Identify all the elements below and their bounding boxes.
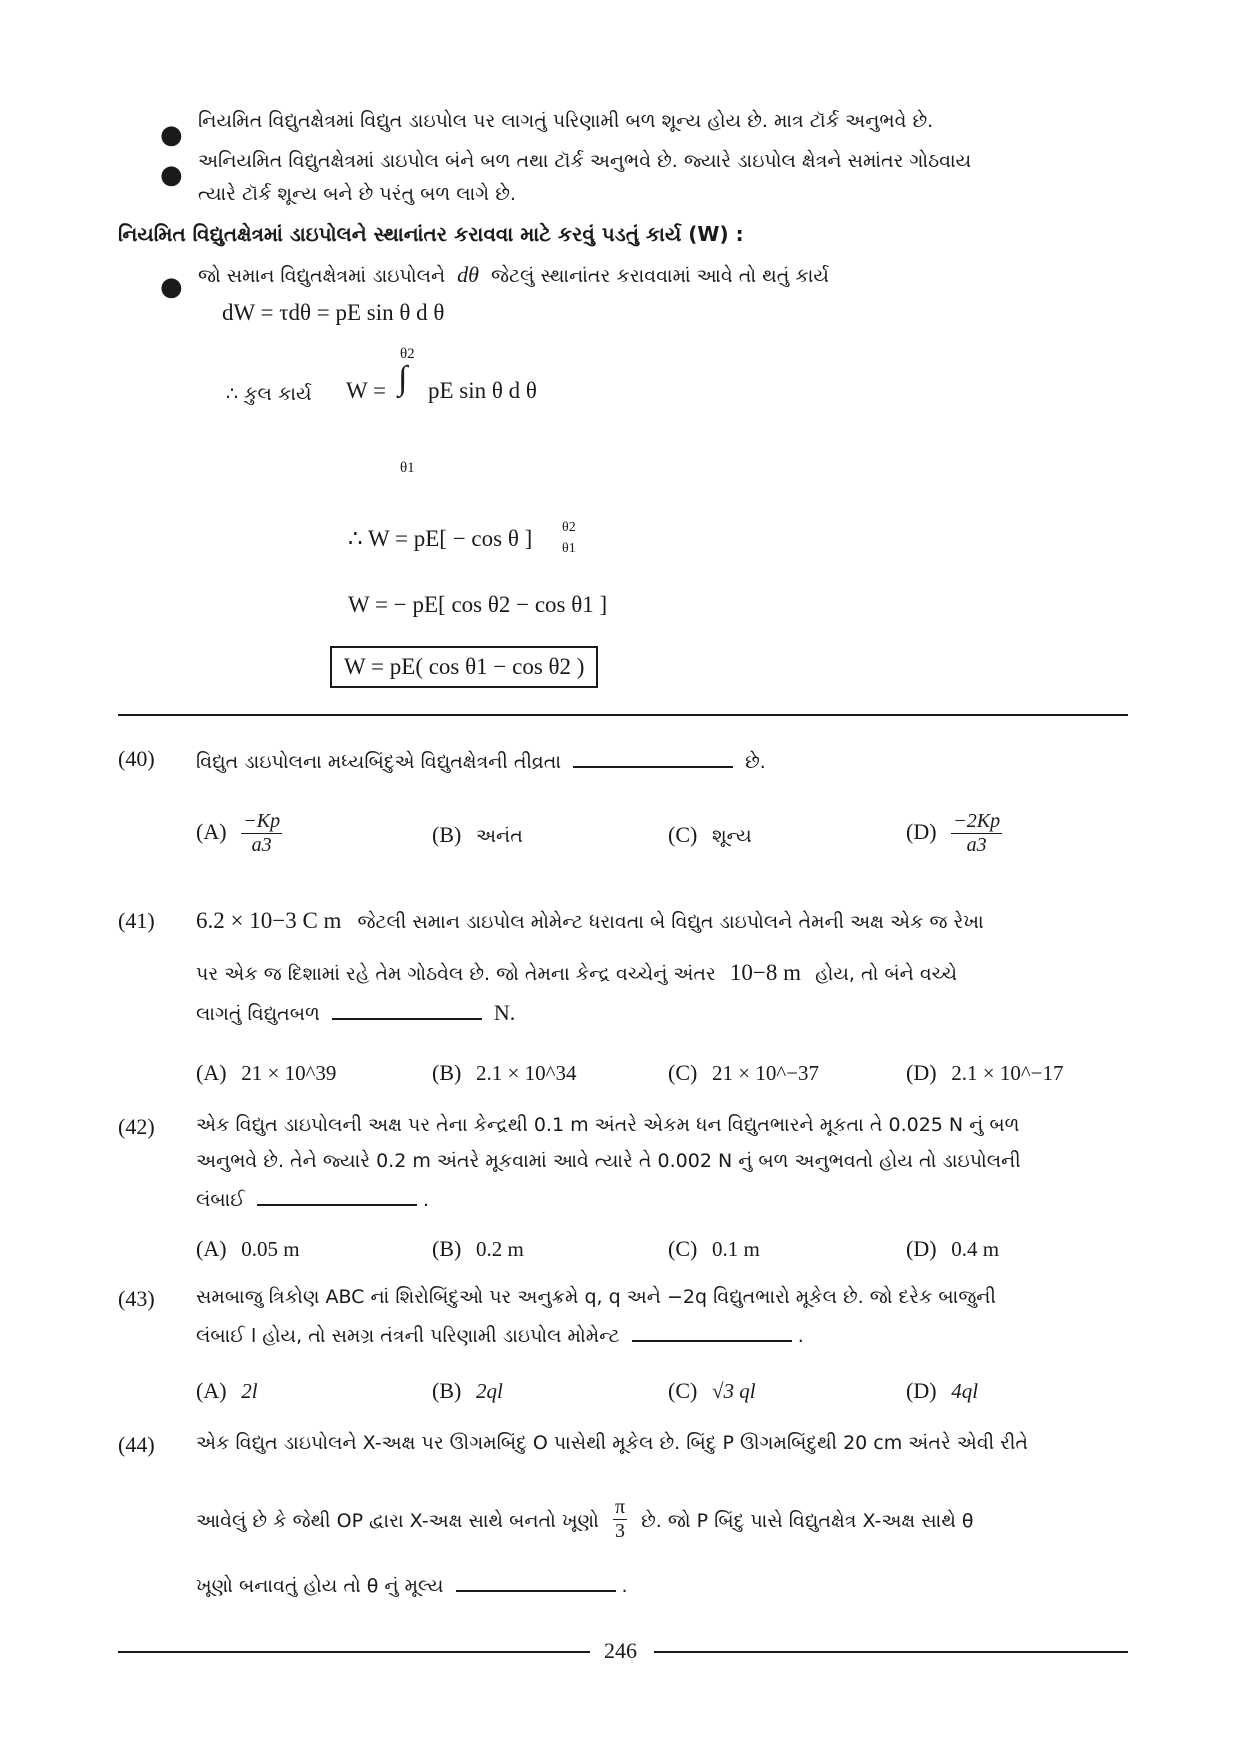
- fraction-numerator: −Kp: [243, 810, 281, 832]
- integral-upper-limit: θ2: [400, 346, 415, 362]
- option-label: (A): [196, 1060, 227, 1085]
- intro-bullet-2-line-2: ત્યારે ટૉર્ક શૂન્ય બને છે પરંતુ બળ લાગે છે.: [198, 183, 516, 205]
- section-heading: નિયમિત વિદ્યુતક્ષેત્રમાં ડાઇપોલને સ્થાનાંતર કરાવવા માટે કરવું પડતું કાર્ય (W) :: [118, 222, 744, 246]
- option-label: (B): [432, 1236, 462, 1261]
- question-number: (41): [118, 908, 155, 933]
- question-42-line-2: અનુભવે છે. તેને જ્યારે 0.2 m અંતરે મૂકવામાં આવે ત્યારે તે 0.002 N નું બળ અનુભવતો હોય તો ડાઇપોલની: [196, 1150, 1021, 1172]
- integral-sign: ∫: [398, 360, 408, 397]
- option-text: 21 × 10^−37: [712, 1061, 820, 1085]
- option-c: [668, 1236, 760, 1262]
- option-b: [432, 1060, 576, 1086]
- fraction: [951, 810, 1002, 857]
- option-label: (A): [196, 1236, 227, 1261]
- option-d: [906, 1378, 978, 1404]
- question-text: વિદ્યુત ડાઇપોલના મધ્યબિંદુએ વિદ્યુતક્ષેત્રની તીવ્રતા: [196, 751, 562, 773]
- question-number: (43): [118, 1286, 155, 1311]
- option-text: શૂન્ય: [712, 825, 752, 847]
- option-a: [196, 1236, 300, 1262]
- fraction-numerator: π: [614, 1496, 626, 1518]
- option-d: [906, 1236, 999, 1262]
- option-label: (C): [668, 1060, 698, 1085]
- option-text: 0.2 m: [476, 1237, 524, 1261]
- option-label: (B): [432, 1378, 462, 1403]
- question-text: લંબાઈ: [196, 1189, 245, 1211]
- footer-rule-right: [654, 1651, 1128, 1653]
- option-label: (A): [196, 819, 227, 844]
- total-work-label: ∴ કુલ કાર્ય: [226, 383, 312, 405]
- fraction-denominator: a3: [251, 834, 272, 856]
- answer-blank: [332, 1000, 482, 1020]
- option-label: (A): [196, 1378, 227, 1403]
- page-number: 246: [604, 1638, 637, 1663]
- equation-w-negative: W = − pE[ cos θ2 − cos θ1 ]: [348, 592, 608, 617]
- question-41-line-1: [196, 908, 984, 934]
- question-44-line-2: [196, 1498, 974, 1545]
- question-text: લાગતું વિદ્યુતબળ: [196, 1003, 320, 1025]
- question-42-line-1: એક વિદ્યુત ડાઇપોલની અક્ષ પર તેના કેન્દ્રથી 0.1 m અંતરે એકમ ધન વિદ્યુતભારને મૂકતા તે 0.025 N નું બળ: [196, 1114, 1020, 1136]
- bracket-upper-limit: θ2: [562, 520, 576, 535]
- option-d: [906, 810, 1002, 857]
- option-label: (D): [906, 1378, 937, 1403]
- question-text: હોય, તો બંને વચ્ચે: [815, 963, 958, 985]
- option-text: 2l: [241, 1379, 258, 1403]
- question-40-text: [196, 748, 766, 773]
- bracket-lower-limit: θ1: [562, 541, 576, 556]
- question-44-line-3: [196, 1572, 628, 1597]
- question-text: પર એક જ દિશામાં રહે તેમ ગોઠવેલ છે. જો તેમના કેન્દ્ર વચ્ચેનું અંતર: [196, 963, 716, 985]
- question-text: .: [797, 1325, 804, 1347]
- option-c: [668, 1060, 819, 1086]
- option-a: [196, 1378, 258, 1404]
- question-44-line-1: એક વિદ્યુત ડાઇપોલને X-અક્ષ પર ઊગમબિંદુ O પાસેથી મૂકેલ છે. બિંદુ P ઊગમબિંદુથી 20 cm અંતરે એવી રીતે: [196, 1432, 1029, 1454]
- option-text: 2ql: [476, 1379, 503, 1403]
- option-c: [668, 1378, 756, 1404]
- section-divider: [118, 714, 1128, 716]
- question-text: છે. જો P બિંદુ પાસે વિદ્યુતક્ષેત્ર X-અક્ષ સાથે θ: [641, 1510, 974, 1532]
- option-b: [432, 822, 523, 848]
- question-43-line-2: [196, 1322, 804, 1347]
- question-text: જેટલી સમાન ડાઇપોલ મોમેન્ટ ધરાવતા બે વિદ્યુત ડાઇપોલને તેમની અક્ષ એક જ રેખા: [357, 911, 984, 933]
- answer-blank: [456, 1572, 616, 1592]
- option-label: (D): [906, 1060, 937, 1085]
- question-43-line-1: સમબાજુ ત્રિકોણ ABC નાં શિરોબિંદુઓ પર અનુક્રમે q, q અને −2q વિદ્યુતભારો મૂકેલ છે. જો દરેક બાજુની: [196, 1286, 996, 1308]
- equation-w-final-boxed: W = pE( cos θ1 − cos θ2 ): [330, 646, 598, 688]
- option-label: (C): [668, 1378, 698, 1403]
- dipole-moment-value: 6.2 × 10−3 C m: [196, 908, 342, 933]
- fraction: [241, 810, 282, 857]
- work-bullet: [198, 262, 829, 288]
- fraction-pi-over-3: [613, 1496, 627, 1543]
- work-bullet-text-b: જેટલું સ્થાનાંતર કરાવવામાં આવે તો થતું કાર્ય: [491, 265, 829, 287]
- answer-blank: [257, 1186, 417, 1206]
- option-text: 2.1 × 10^−17: [951, 1061, 1064, 1085]
- bullet-marker: ●: [160, 120, 183, 150]
- work-bullet-text-a: જો સમાન વિદ્યુતક્ષેત્રમાં ડાઇપોલને: [198, 265, 446, 287]
- option-text: અનંત: [476, 825, 523, 847]
- equation-dw: dW = τdθ = pE sin θ d θ: [222, 300, 445, 325]
- distance-value: 10−8 m: [729, 960, 802, 985]
- question-41-line-2: [196, 960, 957, 986]
- option-text: 4ql: [951, 1379, 979, 1403]
- question-text: N.: [493, 1000, 516, 1025]
- option-text: 0.4 m: [951, 1237, 1000, 1261]
- option-label: (C): [668, 822, 698, 847]
- fraction-denominator: a3: [966, 834, 987, 856]
- integral-integrand: pE sin θ d θ: [428, 378, 537, 403]
- option-text: 21 × 10^39: [241, 1061, 337, 1085]
- question-number: (44): [118, 1432, 155, 1457]
- intro-bullet-1: નિયમિત વિદ્યુતક્ષેત્રમાં વિદ્યુત ડાઇપોલ પર લાગતું પરિણામી બળ શૂન્ય હોય છે. માત્ર ટૉર્ક અનુભવે છે.: [198, 110, 934, 132]
- bullet-marker: ●: [160, 160, 183, 190]
- answer-blank: [632, 1322, 792, 1342]
- option-label: (D): [906, 1236, 937, 1261]
- fraction-numerator: −2Kp: [953, 810, 1001, 832]
- option-text: 2.1 × 10^34: [476, 1061, 577, 1085]
- option-b: [432, 1236, 524, 1262]
- fraction-denominator: 3: [614, 1520, 625, 1542]
- option-c: [668, 822, 752, 848]
- option-text: 0.05 m: [241, 1237, 300, 1261]
- question-42-line-3: [196, 1186, 429, 1211]
- question-41-line-3: [196, 1000, 515, 1026]
- integral-lower-limit: θ1: [400, 460, 415, 476]
- question-number: (42): [118, 1114, 155, 1139]
- equation-integral-lhs: W =: [346, 378, 387, 403]
- footer-rule-left: [118, 1651, 590, 1653]
- question-text: આવેલું છે કે જેથી OP દ્વારા X-અક્ષ સાથે બનતો ખૂણો: [196, 1510, 599, 1532]
- option-text: √3 ql: [712, 1379, 756, 1403]
- option-a: [196, 810, 282, 857]
- option-label: (D): [906, 819, 937, 844]
- question-number: (40): [118, 746, 155, 771]
- question-text: .: [621, 1575, 628, 1597]
- question-text: ખૂણો બનાવતું હોય તો θ નું મૂલ્ય: [196, 1575, 444, 1597]
- option-text: 0.1 m: [712, 1237, 760, 1261]
- answer-blank: [573, 748, 733, 768]
- option-label: (C): [668, 1236, 698, 1261]
- question-text: લંબાઈ l હોય, તો સમગ્ર તંત્રની પરિણામી ડાઇપોલ મોમેન્ટ: [196, 1325, 620, 1347]
- option-label: (B): [432, 822, 462, 847]
- bullet-marker: ●: [160, 272, 183, 302]
- option-a: [196, 1060, 336, 1086]
- option-label: (B): [432, 1060, 462, 1085]
- work-bullet-symbol: dθ: [457, 262, 479, 287]
- equation-w-bracket: ∴ W = pE[ − cos θ ]: [348, 526, 533, 551]
- question-text: .: [423, 1189, 430, 1211]
- option-d: [906, 1060, 1064, 1086]
- option-b: [432, 1378, 503, 1404]
- question-text: છે.: [745, 751, 766, 773]
- intro-bullet-2-line-1: અનિયમિત વિદ્યુતક્ષેત્રમાં ડાઇપોલ બંને બળ તથા ટૉર્ક અનુભવે છે. જ્યારે ડાઇપોલ ક્ષેત્રને સમાંતર ગોઠવાય: [198, 150, 972, 172]
